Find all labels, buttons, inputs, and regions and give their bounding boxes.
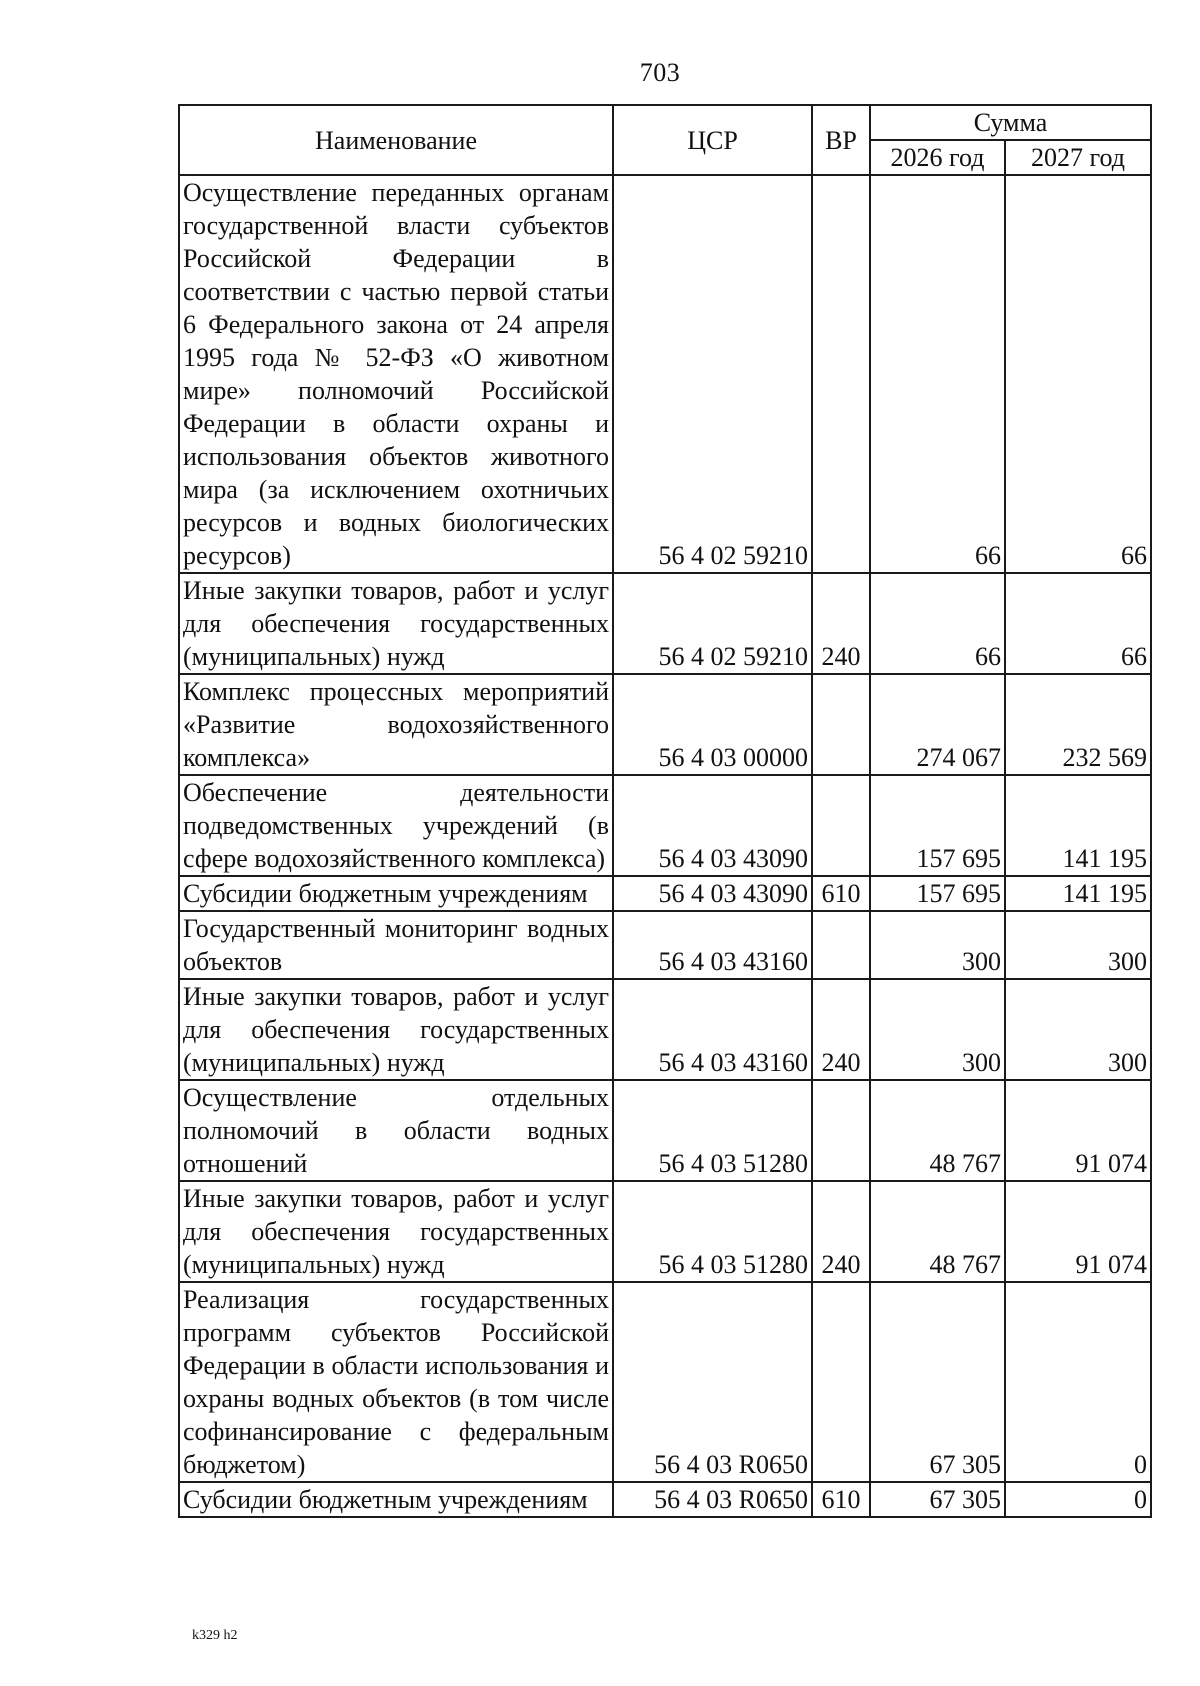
row-amount-2026-cell: 157 695 bbox=[870, 775, 1005, 876]
row-name-cell: Иные закупки товаров, работ и услуг для обеспечения государственных (муниципальных) нужд bbox=[179, 979, 613, 1080]
row-csr-cell: 56 4 02 59210 bbox=[613, 175, 812, 573]
row-amount-2026-cell: 48 767 bbox=[870, 1181, 1005, 1282]
row-csr-cell: 56 4 02 59210 bbox=[613, 573, 812, 674]
row-vr-cell bbox=[812, 674, 870, 775]
row-vr-cell: 610 bbox=[812, 876, 870, 911]
table-row bbox=[179, 979, 1151, 1080]
table-row bbox=[179, 175, 1151, 573]
budget-table bbox=[178, 104, 1152, 1518]
row-csr-cell: 56 4 03 51280 bbox=[613, 1181, 812, 1282]
row-amount-2027-cell: 0 bbox=[1005, 1282, 1151, 1482]
table-row bbox=[179, 1080, 1151, 1181]
row-amount-2026-cell: 66 bbox=[870, 175, 1005, 573]
table-row bbox=[179, 1181, 1151, 1282]
footer-code: k329 h2 bbox=[192, 1628, 238, 1643]
row-amount-2026-cell: 274 067 bbox=[870, 674, 1005, 775]
row-amount-2026-cell: 67 305 bbox=[870, 1282, 1005, 1482]
table-row bbox=[179, 775, 1151, 876]
row-csr-cell: 56 4 03 00000 bbox=[613, 674, 812, 775]
table-row bbox=[179, 911, 1151, 979]
row-amount-2027-cell: 66 bbox=[1005, 175, 1151, 573]
row-amount-2027-cell: 66 bbox=[1005, 573, 1151, 674]
row-csr-cell: 56 4 03 R0650 bbox=[613, 1482, 812, 1517]
row-name-cell: Осуществление переданных органам государственной власти субъектов Российской Федерации в соответствии с частью первой статьи 6 Федерального закона от 24 апреля 1995 года № 52-ФЗ «О животном мире» полномочий Российской Федерации в области охраны и использования объектов животного мира (за исключением охотничьих ресурсов и водных биологических ресурсов) bbox=[179, 175, 613, 573]
header-sum: Сумма bbox=[870, 105, 1151, 140]
row-amount-2026-cell: 300 bbox=[870, 911, 1005, 979]
row-name-cell: Иные закупки товаров, работ и услуг для обеспечения государственных (муниципальных) нужд bbox=[179, 573, 613, 674]
row-name-cell: Обеспечение деятельности подведомственных учреждений (в сфере водохозяйственного комплекса) bbox=[179, 775, 613, 876]
table-row bbox=[179, 876, 1151, 911]
row-amount-2027-cell: 91 074 bbox=[1005, 1080, 1151, 1181]
row-amount-2027-cell: 300 bbox=[1005, 911, 1151, 979]
row-csr-cell: 56 4 03 43160 bbox=[613, 911, 812, 979]
row-csr-cell: 56 4 03 R0650 bbox=[613, 1282, 812, 1482]
row-vr-cell bbox=[812, 1282, 870, 1482]
row-vr-cell bbox=[812, 1080, 870, 1181]
row-amount-2027-cell: 141 195 bbox=[1005, 775, 1151, 876]
row-csr-cell: 56 4 03 43090 bbox=[613, 775, 812, 876]
table-row bbox=[179, 1482, 1151, 1517]
row-amount-2026-cell: 157 695 bbox=[870, 876, 1005, 911]
table-row bbox=[179, 1282, 1151, 1482]
table-row bbox=[179, 573, 1151, 674]
row-amount-2026-cell: 66 bbox=[870, 573, 1005, 674]
row-amount-2027-cell: 300 bbox=[1005, 979, 1151, 1080]
row-csr-cell: 56 4 03 51280 bbox=[613, 1080, 812, 1181]
table-row bbox=[179, 674, 1151, 775]
table-header bbox=[179, 105, 1151, 175]
row-vr-cell bbox=[812, 775, 870, 876]
row-name-cell: Реализация государственных программ субъектов Российской Федерации в области использования и охраны водных объектов (в том числе софинансирование с федеральным бюджетом) bbox=[179, 1282, 613, 1482]
row-amount-2027-cell: 141 195 bbox=[1005, 876, 1151, 911]
row-amount-2026-cell: 48 767 bbox=[870, 1080, 1005, 1181]
row-name-cell: Комплекс процессных мероприятий «Развитие водохозяйственного комплекса» bbox=[179, 674, 613, 775]
header-year-2026: 2026 год bbox=[870, 140, 1005, 175]
header-csr: ЦСР bbox=[613, 105, 812, 175]
row-vr-cell bbox=[812, 175, 870, 573]
header-vr: ВР bbox=[812, 105, 870, 175]
row-name-cell: Иные закупки товаров, работ и услуг для обеспечения государственных (муниципальных) нужд bbox=[179, 1181, 613, 1282]
row-vr-cell: 240 bbox=[812, 1181, 870, 1282]
row-amount-2026-cell: 67 305 bbox=[870, 1482, 1005, 1517]
row-vr-cell: 240 bbox=[812, 979, 870, 1080]
row-csr-cell: 56 4 03 43090 bbox=[613, 876, 812, 911]
row-name-cell: Осуществление отдельных полномочий в области водных отношений bbox=[179, 1080, 613, 1181]
row-vr-cell: 610 bbox=[812, 1482, 870, 1517]
table-body bbox=[179, 175, 1151, 1517]
row-name-cell: Государственный мониторинг водных объектов bbox=[179, 911, 613, 979]
row-vr-cell: 240 bbox=[812, 573, 870, 674]
row-name-cell: Субсидии бюджетным учреждениям bbox=[179, 1482, 613, 1517]
row-vr-cell bbox=[812, 911, 870, 979]
row-amount-2026-cell: 300 bbox=[870, 979, 1005, 1080]
header-name: Наименование bbox=[179, 105, 613, 175]
row-name-cell: Субсидии бюджетным учреждениям bbox=[179, 876, 613, 911]
row-amount-2027-cell: 91 074 bbox=[1005, 1181, 1151, 1282]
page-number: 703 bbox=[639, 58, 681, 87]
row-csr-cell: 56 4 03 43160 bbox=[613, 979, 812, 1080]
header-year-2027: 2027 год bbox=[1005, 140, 1151, 175]
row-amount-2027-cell: 0 bbox=[1005, 1482, 1151, 1517]
row-amount-2027-cell: 232 569 bbox=[1005, 674, 1151, 775]
